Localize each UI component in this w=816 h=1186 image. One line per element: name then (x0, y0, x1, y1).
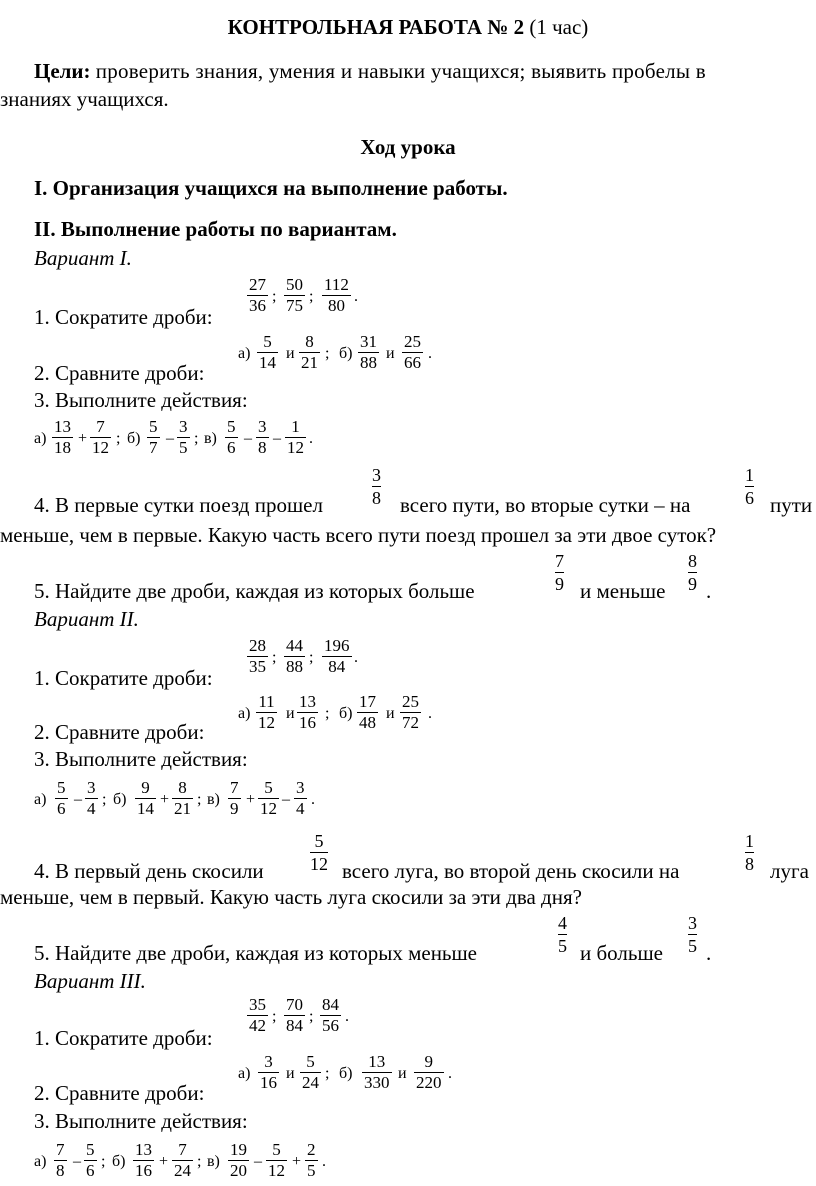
fraction-numerator: 11 (258, 692, 275, 711)
fraction-numerator: 3 (264, 1052, 273, 1071)
fraction (372, 464, 381, 509)
fraction (357, 692, 378, 733)
goals-line-1 (34, 58, 706, 84)
math-symbol: в) (207, 1153, 220, 1170)
fraction (305, 1140, 318, 1181)
fraction-numerator: 3 (179, 417, 188, 436)
math-symbol: . (322, 1153, 326, 1170)
fraction (285, 417, 306, 458)
task-3-label: 3. Выполните действия: (34, 1109, 248, 1133)
fraction (52, 417, 73, 458)
fraction (414, 1052, 444, 1093)
fraction-numerator: 7 (230, 778, 239, 797)
fraction-numerator: 35 (249, 995, 266, 1014)
math-symbol: б) (339, 705, 353, 722)
math-symbol: а) (34, 430, 47, 447)
fraction-numerator: 7 (555, 551, 564, 571)
math-symbol: и больше (580, 941, 663, 965)
variant-title: Вариант II. (34, 607, 139, 631)
math-symbol: – (73, 1153, 81, 1170)
math-symbol: . (706, 579, 712, 603)
math-symbol: и меньше (580, 579, 666, 603)
math-symbol: и (286, 705, 295, 722)
fraction-numerator: 5 (264, 778, 273, 797)
fraction-numerator: 19 (230, 1140, 247, 1159)
fraction-numerator: 1 (291, 417, 300, 436)
fraction (745, 464, 754, 509)
math-symbol: . (428, 705, 432, 722)
fraction (745, 830, 754, 875)
task-4-text-line-2: меньше, чем в первые. Какую часть всего пути поезд прошел за эти двое суток? (0, 523, 717, 547)
fraction-numerator: 13 (135, 1140, 152, 1159)
math-symbol: ; (325, 1065, 330, 1082)
fraction-denominator: 220 (416, 1073, 442, 1092)
math-symbol: а) (238, 1065, 251, 1082)
task-3-label: 3. Выполните действия: (34, 747, 248, 771)
fraction (258, 778, 279, 819)
task-1-label: 1. Сократите дроби: (34, 666, 213, 690)
fraction (297, 692, 318, 733)
fraction (177, 417, 190, 458)
math-symbol: и (386, 705, 395, 722)
fraction-denominator: 5 (558, 936, 567, 956)
fraction (147, 417, 160, 458)
math-symbol: луга (770, 859, 809, 883)
fraction (228, 1140, 249, 1181)
fraction-denominator: 16 (260, 1073, 277, 1092)
fraction (84, 1140, 97, 1181)
fraction-numerator: 7 (178, 1140, 187, 1159)
fraction (256, 692, 277, 733)
fraction-denominator: 6 (745, 488, 754, 508)
math-symbol: + (159, 1153, 169, 1170)
task-2-label: 2. Сравните дроби: (34, 1081, 205, 1105)
math-symbol: . (354, 288, 358, 305)
math-symbol: . (345, 1008, 349, 1025)
math-symbol: – (282, 791, 290, 808)
fraction (294, 778, 307, 819)
fraction-denominator: 88 (286, 657, 303, 676)
math-symbol: (1 час) (529, 15, 589, 39)
task-5-text: 5. Найдите две дроби, каждая из которых больше (34, 579, 475, 603)
math-symbol: и (286, 1065, 295, 1082)
fraction-denominator: 16 (299, 713, 316, 732)
fraction-denominator: 21 (301, 353, 318, 372)
fraction-numerator: 3 (87, 778, 96, 797)
fraction-numerator: 4 (558, 913, 567, 933)
fraction (284, 636, 305, 677)
math-symbol: в) (207, 791, 220, 808)
fraction-denominator: 21 (174, 799, 191, 818)
fraction-numerator: 27 (249, 275, 266, 294)
fraction-denominator: 56 (322, 1016, 339, 1035)
task-4-text: 4. В первые сутки поезд прошел (34, 493, 323, 517)
fraction-denominator: 66 (404, 353, 421, 372)
fraction (284, 995, 305, 1036)
fraction-denominator: 9 (688, 574, 697, 594)
fraction-denominator: 8 (56, 1161, 65, 1180)
math-symbol: а) (238, 705, 251, 722)
section-1-heading: I. Организация учащихся на выполнение работы. (34, 176, 508, 200)
task-1-label: 1. Сократите дроби: (34, 305, 213, 329)
fraction-numerator: 112 (324, 275, 349, 294)
fraction (310, 830, 328, 875)
fraction-numerator: 5 (306, 1052, 315, 1071)
fraction-numerator: 3 (258, 417, 267, 436)
fraction-numerator: 5 (227, 417, 236, 436)
math-symbol: КОНТРОЛЬНАЯ РАБОТА № 2 (227, 15, 525, 39)
math-symbol: + (160, 791, 170, 808)
fraction (362, 1052, 392, 1093)
fraction (266, 1140, 287, 1181)
math-symbol: а) (34, 791, 47, 808)
fraction-numerator: 5 (57, 778, 66, 797)
math-symbol: б) (339, 1065, 353, 1082)
fraction-numerator: 13 (54, 417, 71, 436)
fraction (256, 417, 269, 458)
fraction (284, 275, 305, 316)
fraction-denominator: 42 (249, 1016, 266, 1035)
fraction-denominator: 75 (286, 296, 303, 315)
fraction-denominator: 5 (688, 936, 697, 956)
fraction-denominator: 9 (555, 574, 564, 594)
fraction (55, 778, 68, 819)
math-symbol: – (273, 430, 281, 447)
math-symbol: ; (197, 1153, 202, 1170)
fraction-numerator: 8 (688, 551, 697, 571)
fraction-denominator: 12 (287, 438, 304, 457)
fraction-denominator: 12 (92, 438, 109, 457)
fraction-numerator: 70 (286, 995, 303, 1014)
math-symbol: . (448, 1065, 452, 1082)
task-2-label: 2. Сравните дроби: (34, 720, 205, 744)
fraction (90, 417, 111, 458)
math-symbol: – (74, 791, 82, 808)
fraction-denominator: 8 (745, 854, 754, 874)
task-2-label: 2. Сравните дроби: (34, 361, 205, 385)
fraction-numerator: 84 (322, 995, 339, 1014)
math-symbol: ; (272, 288, 277, 305)
fraction-denominator: 35 (249, 657, 266, 676)
fraction (257, 332, 278, 373)
fraction-numerator: 13 (368, 1052, 386, 1071)
variant-title: Вариант III. (34, 969, 146, 993)
fraction-denominator: 20 (230, 1161, 247, 1180)
fraction-numerator: 5 (314, 831, 324, 851)
fraction-numerator: 8 (305, 332, 314, 351)
math-symbol: + (78, 430, 88, 447)
math-symbol: . (354, 649, 358, 666)
fraction-denominator: 6 (57, 799, 66, 818)
math-symbol: ; (101, 1153, 106, 1170)
math-symbol: – (166, 430, 174, 447)
fraction-numerator: 31 (360, 332, 377, 351)
fraction-denominator: 84 (286, 1016, 303, 1035)
math-symbol: а) (238, 345, 251, 362)
fraction-denominator: 72 (402, 713, 419, 732)
fraction-denominator: 5 (307, 1161, 316, 1180)
math-symbol: ; (309, 649, 314, 666)
fraction (172, 1140, 193, 1181)
fraction (555, 550, 564, 595)
fraction (247, 995, 268, 1036)
fraction-denominator: 4 (296, 799, 305, 818)
fraction-numerator: 1 (745, 831, 754, 851)
fraction (258, 1052, 279, 1093)
fraction-denominator: 6 (227, 438, 236, 457)
fraction-numerator: 196 (324, 636, 350, 655)
fraction-numerator: 50 (286, 275, 303, 294)
fraction-numerator: 5 (149, 417, 158, 436)
math-symbol: ; (102, 791, 107, 808)
fraction-denominator: 48 (359, 713, 376, 732)
math-symbol: и (386, 345, 395, 362)
math-symbol: ; (325, 345, 330, 362)
fraction (54, 1140, 67, 1181)
fraction (85, 778, 98, 819)
fraction (225, 417, 238, 458)
fraction-denominator: 5 (179, 438, 188, 457)
fraction (228, 778, 241, 819)
math-symbol: б) (112, 1153, 126, 1170)
variant-title: Вариант I. (34, 246, 132, 270)
fraction-numerator: 3 (296, 778, 305, 797)
fraction-numerator: 28 (249, 636, 266, 655)
fraction-numerator: 5 (86, 1140, 95, 1159)
math-symbol: б) (127, 430, 141, 447)
fraction-denominator: 7 (149, 438, 158, 457)
math-symbol: ; (309, 1008, 314, 1025)
fraction (300, 1052, 321, 1093)
fraction-numerator: 9 (141, 778, 150, 797)
fraction-numerator: 3 (372, 465, 381, 485)
fraction (320, 995, 341, 1036)
goals-line-2: знаниях учащихся. (0, 87, 169, 111)
math-symbol: . (311, 791, 315, 808)
math-symbol: и (398, 1065, 407, 1082)
section-2-heading: II. Выполнение работы по вариантам. (34, 217, 397, 241)
fraction (400, 692, 421, 733)
fraction-denominator: 8 (258, 438, 267, 457)
document-title (0, 14, 816, 40)
fraction-numerator: 5 (272, 1140, 281, 1159)
fraction (299, 332, 320, 373)
fraction-denominator: 12 (310, 854, 328, 874)
fraction-numerator: 17 (359, 692, 376, 711)
fraction-numerator: 7 (56, 1140, 65, 1159)
fraction-denominator: 6 (86, 1161, 95, 1180)
fraction-denominator: 36 (249, 296, 266, 315)
fraction-numerator: 25 (404, 332, 421, 351)
fraction-denominator: 4 (87, 799, 96, 818)
math-symbol: б) (113, 791, 127, 808)
math-symbol: – (244, 430, 252, 447)
fraction (247, 636, 268, 677)
fraction-denominator: 80 (327, 296, 345, 315)
fraction-numerator: 7 (96, 417, 105, 436)
math-symbol: – (254, 1153, 262, 1170)
task-4-text: 4. В первый день скосили (34, 859, 264, 883)
fraction (688, 912, 697, 957)
fraction-denominator: 18 (54, 438, 71, 457)
fraction (247, 275, 268, 316)
math-symbol: + (246, 791, 256, 808)
fraction (322, 275, 351, 316)
math-symbol: и (286, 345, 295, 362)
fraction (402, 332, 423, 373)
fraction-numerator: 3 (688, 913, 697, 933)
fraction-numerator: 44 (286, 636, 303, 655)
fraction-denominator: 14 (137, 799, 154, 818)
math-symbol: всего луга, во второй день скосили на (342, 859, 680, 883)
fraction (135, 778, 156, 819)
fraction-numerator: 5 (263, 332, 272, 351)
fraction (558, 912, 567, 957)
math-symbol: ; (272, 1008, 277, 1025)
task-1-label: 1. Сократите дроби: (34, 1026, 213, 1050)
math-symbol: . (309, 430, 313, 447)
math-symbol: . (706, 941, 712, 965)
fraction-numerator: 25 (402, 692, 419, 711)
fraction-denominator: 88 (360, 353, 377, 372)
fraction-numerator: 8 (178, 778, 187, 797)
math-symbol: Цели: (34, 59, 91, 83)
fraction-denominator: 12 (268, 1161, 285, 1180)
math-symbol: ; (194, 430, 199, 447)
fraction (358, 332, 379, 373)
fraction-denominator: 24 (302, 1073, 319, 1092)
math-symbol: б) (339, 345, 353, 362)
math-symbol: . (428, 345, 432, 362)
math-symbol: проверить знания, умения и навыки учащихся; выявить пробелы в (95, 59, 706, 83)
fraction (172, 778, 193, 819)
fraction-denominator: 8 (372, 488, 381, 508)
fraction (133, 1140, 154, 1181)
fraction-numerator: 9 (424, 1052, 433, 1071)
math-symbol: всего пути, во вторые сутки – на (400, 493, 691, 517)
fraction-denominator: 12 (258, 713, 275, 732)
math-symbol: ; (325, 705, 330, 722)
fraction-denominator: 84 (328, 657, 346, 676)
fraction-denominator: 14 (259, 353, 276, 372)
math-symbol: а) (34, 1153, 47, 1170)
fraction-numerator: 2 (307, 1140, 316, 1159)
fraction-numerator: 1 (745, 465, 754, 485)
math-symbol: ; (197, 791, 202, 808)
task-4-text-line-2: меньше, чем в первый. Какую часть луга скосили за эти два дня? (0, 885, 582, 909)
fraction-denominator: 16 (135, 1161, 152, 1180)
math-symbol: ; (272, 649, 277, 666)
task-5-text: 5. Найдите две дроби, каждая из которых меньше (34, 941, 477, 965)
fraction (322, 636, 352, 677)
math-symbol: в) (204, 430, 217, 447)
fraction (688, 550, 697, 595)
task-3-label: 3. Выполните действия: (34, 388, 248, 412)
fraction-denominator: 9 (230, 799, 239, 818)
fraction-denominator: 12 (260, 799, 277, 818)
math-symbol: пути (770, 493, 813, 517)
math-symbol: ; (116, 430, 121, 447)
lesson-heading: Ход урока (360, 135, 456, 159)
fraction-numerator: 13 (299, 692, 316, 711)
fraction-denominator: 24 (174, 1161, 191, 1180)
math-symbol: + (292, 1153, 302, 1170)
fraction-denominator: 330 (364, 1073, 390, 1092)
math-symbol: ; (309, 288, 314, 305)
